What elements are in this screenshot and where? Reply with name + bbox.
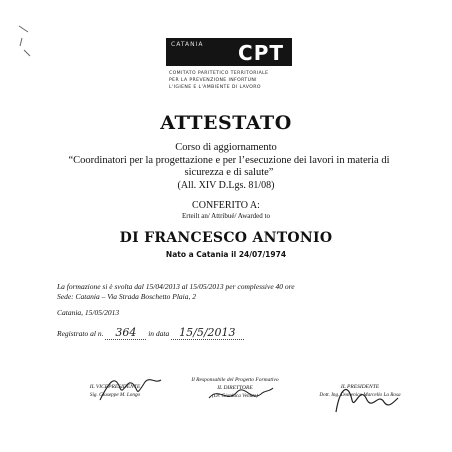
- course-law: (All. XIV D.Lgs. 81/08): [177, 180, 275, 191]
- center-signatory-role: IL DIRETTORE: [217, 385, 253, 391]
- awarded-label: Erteilt an/ Attribué/ Awarded to: [181, 212, 270, 220]
- logo-banner: [166, 38, 292, 66]
- logo-city: CATANIA: [171, 41, 204, 48]
- cpt-logo: [166, 38, 294, 98]
- course-name: “Coordinatori per la progettazione e per l’esecuzione dei lavori in materia di sicurezza e di salute”: [68, 155, 390, 178]
- training-period: La formazione si è svolta dal 15/04/2013 al 15/05/2013 per complessive 40 ore: [57, 282, 295, 291]
- right-signatory-title: IL PRESIDENTE: [340, 384, 380, 390]
- recipient-birth: Nato a Catania il 24/07/1974: [165, 250, 287, 259]
- right-signatory-name: Dott. Ing. Domenico Marcello La Rosa: [319, 392, 401, 398]
- margin-marks: [16, 22, 34, 64]
- registration-mid: in data: [148, 329, 170, 338]
- margin-scribble-icon: [16, 22, 34, 62]
- training-location: Sede: Catania – Via Strada Boschetto Plaia, 2: [57, 292, 197, 301]
- logo-line-2: PER LA PREVENZIONE INFORTUNI: [169, 78, 257, 83]
- registration-line: [57, 326, 244, 339]
- center-signatory-title: Il Responsabile del Progetto Formativo: [191, 377, 279, 383]
- course-intro: Corso di aggiornamento: [175, 142, 277, 153]
- registration-prefix: Registrato al n.: [57, 329, 104, 338]
- logo-line-3: L'IGIENE E L'AMBIENTE DI LAVORO: [169, 85, 261, 90]
- conferito-label: CONFERITO A:: [192, 200, 260, 211]
- recipient-name: DI FRANCESCO ANTONIO: [119, 230, 333, 246]
- registration-date: 15/5/2013: [171, 326, 243, 340]
- registration-number: 364: [105, 326, 146, 340]
- left-signatory-title: IL VICEPRESIDENTE: [89, 384, 141, 390]
- left-signatory-name: Sig. Giuseppe M. Longo: [89, 392, 141, 398]
- logo-line-1: COMITATO PARITETICO TERRITORIALE: [169, 71, 269, 76]
- center-signatory-name: (Dr. Gianluca Venuto): [212, 393, 258, 399]
- certificate-title: ATTESTATO: [160, 112, 292, 134]
- logo-mark: CPT: [238, 41, 284, 65]
- issue-date: Catania, 15/05/2013: [57, 308, 120, 317]
